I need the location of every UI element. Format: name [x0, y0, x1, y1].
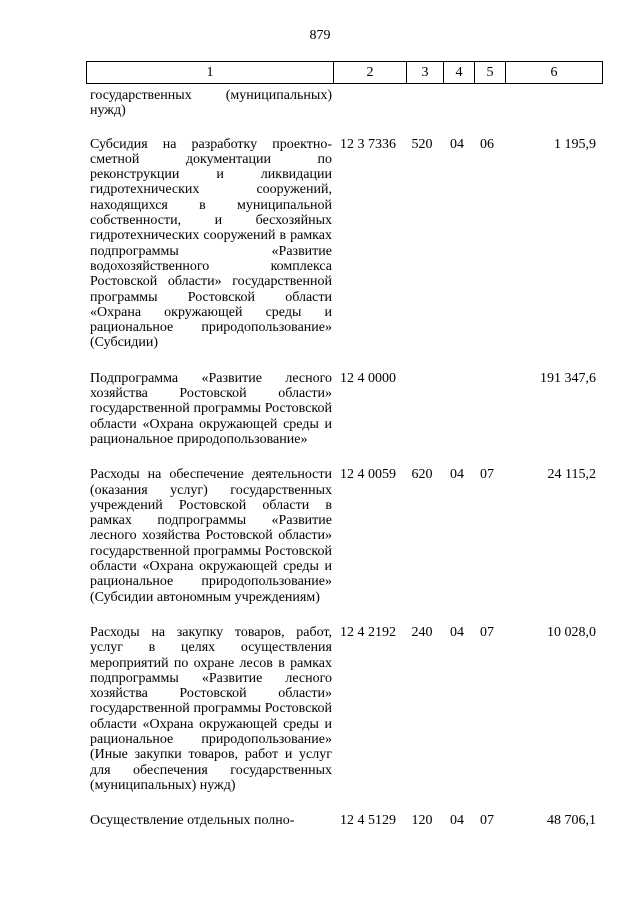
row-section: 04	[450, 813, 464, 829]
table-row	[86, 467, 602, 605]
table-row	[86, 625, 602, 793]
column-number-header	[86, 61, 603, 84]
row-amount: 191 347,6	[540, 370, 596, 386]
header-col-6: 6	[506, 62, 603, 84]
row-name: Субсидия на разработку проектно-сметной документации по реконструкции и ликвидации гидротехнических сооружений, находящихся в муниципальной собственности, и бесхозяйных гидротехнических сооружений в рамках подпрограммы «Развитие водохозяйственного комплекса Ростовской области» государственной программы Ростовской области «Охрана окружающей среды и рациональное природопользование» (Субсидии)	[90, 136, 332, 351]
table-row	[86, 137, 602, 351]
row-code: 12 4 0000	[340, 370, 396, 386]
header-col-1: 1	[87, 62, 334, 84]
row-code: 12 4 2192	[340, 624, 396, 640]
budget-table-body	[86, 88, 602, 848]
page-number: 879	[309, 28, 331, 43]
row-section: 04	[450, 624, 464, 640]
row-subsection: 07	[480, 624, 494, 640]
row-amount: 24 115,2	[547, 467, 596, 483]
header-row	[87, 62, 603, 84]
row-code: 12 3 7336	[340, 136, 396, 152]
row-amount: 10 028,0	[547, 624, 596, 640]
row-section: 04	[450, 467, 464, 483]
row-subsection: 06	[480, 136, 494, 152]
header-col-3: 3	[407, 62, 444, 84]
row-name: Расходы на обеспечение деятельности (оказания услуг) государственных учреждений Ростовской области в рамках подпрограммы «Развитие лесного хозяйства Ростовской области» государственной программы Ростовской области «Охрана окружающей среды и рациональное природопользование» (Субсидии автономным учреждениям)	[90, 467, 332, 605]
row-code: 12 4 5129	[340, 813, 396, 829]
row-name: государственных (муниципальных) нужд)	[90, 88, 332, 119]
row-expense-type: 120	[411, 813, 433, 829]
header-col-5: 5	[475, 62, 506, 84]
row-expense-type: 240	[411, 624, 433, 640]
row-section: 04	[450, 136, 464, 152]
row-amount: 1 195,9	[554, 136, 596, 152]
table-row	[86, 813, 602, 828]
table-row	[86, 88, 602, 119]
header-col-2: 2	[334, 62, 407, 84]
row-amount: 48 706,1	[547, 813, 596, 829]
row-name: Расходы на закупку товаров, работ, услуг в целях осуществления мероприятий по охране лесов в рамках подпрограммы «Развитие лесного хозяйства Ростовской области» государственной программы Ростовской области «Охрана окружающей среды и рациональное природопользование» (Иные закупки товаров, работ и услуг для обеспечения государственных (муниципальных) нужд)	[90, 624, 332, 793]
row-code: 12 4 0059	[340, 467, 396, 483]
header-col-4: 4	[444, 62, 475, 84]
row-name: Осуществление отдельных полно-	[90, 813, 295, 829]
row-subsection: 07	[480, 467, 494, 483]
row-expense-type: 620	[411, 467, 433, 483]
row-subsection: 07	[480, 813, 494, 829]
row-name: Подпрограмма «Развитие лесного хозяйства Ростовской области» государственной программы Ростовской области «Охрана окружающей среды и рациональное природопользование»	[90, 370, 332, 447]
table-row	[86, 371, 602, 447]
row-expense-type: 520	[411, 136, 433, 152]
